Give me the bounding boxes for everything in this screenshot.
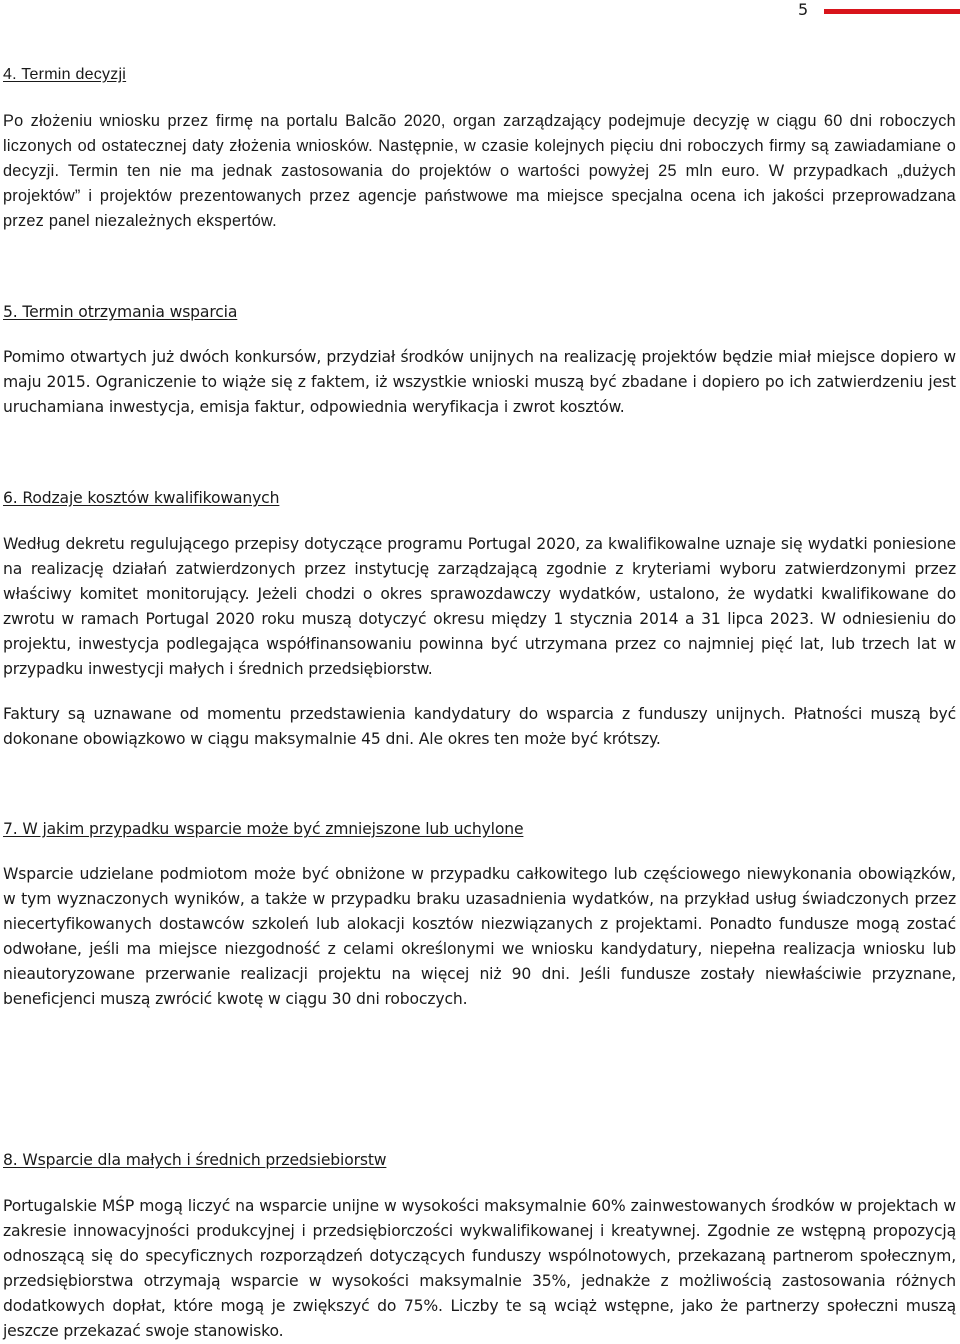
section-6-paragraph-1: Według dekretu regulującego przepisy dotyczące programu Portugal 2020, za kwalifikowalne uznaje się wydatki poniesione na realizację działań zatwierdzonych przez instytucję zarządzającą zgodnie z kryteriami wyboru zatwierdzonymi przez właściwy komitet monitorujący. Jeżeli chodzi o okres sprawozdawczy wydatków, ustalono, że wydatki kwalifikowane do zwrotu w ramach Portugal 2020 roku muszą dotyczyć okresu między 1 stycznia 2014 a 31 lipca 2023. W odniesieniu do projektu, inwestycja podlegająca współfinansowaniu powinna być utrzymana przez co najmniej pięć lat, lub trzech lat w przypadku inwestycji małych i średnich przedsiębiorstw. [3,535,956,678]
section-5-paragraph: Pomimo otwartych już dwóch konkursów, przydział środków unijnych na realizację projektów będzie miał miejsce dopiero w maju 2015. Ograniczenie to wiąże się z faktem, iż wszystkie wnioski muszą być zbadane i dopiero po ich zatwierdzeniu jest uruchamiana inwestycja, emisja faktur, odpowiednia weryfikacja i zwrot kosztów. [3,348,956,416]
page-number: 5 [798,0,809,19]
section-4-heading: 4. Termin decyzji [3,66,127,83]
section-8-heading: 8. Wsparcie dla małych i średnich przedsiebiorstw [3,1151,387,1169]
section-6-paragraph-2: Faktury są uznawane od momentu przedstawienia kandydatury do wsparcia z funduszy unijnych. Płatności muszą być dokonane obowiązkowo w ciągu maksymalnie 45 dni. Ale okres ten może być krótszy. [3,705,956,748]
section-5-heading: 5. Termin otrzymania wsparcia [3,303,238,321]
section-6-heading: 6. Rodzaje kosztów kwalifikowanych [3,489,280,507]
section-4-paragraph: Po złożeniu wniosku przez firmę na portalu Balcão 2020, organ zarządzający podejmuje decyzję w ciągu 60 dni roboczych liczonych od ostatecznej daty złożenia wniosków. Następnie, w czasie kolejnych pięciu dni roboczych firmy są zawiadamiane o decyzji. Termin ten nie ma jednak zastosowania do projektów o wartości powyżej 25 mln euro. W przypadkach „dużych projektów” i projektów prezentowanych przez agencje państwowe ma miejsce specjalna ocena ich jakości przeprowadzana przez panel niezależnych ekspertów. [3,112,956,230]
section-8-paragraph: Portugalskie MŚP mogą liczyć na wsparcie unijne w wysokości maksymalnie 60% zainwestowanych środków w projektach w zakresie innowacyjności produkcyjnej i przedsiębiorczości wykwalifikowanej i kreatywnej. Zgodnie ze wstępną propozycją odnoszącą się do specyficznych rozporządzeń dotyczących funduszy wspólnotowych, przekazaną partnerom społecznym, przedsiębiorstwa otrzymają wsparcie w wysokości maksymalnie 35%, jednakże z możliwością zastosowania różnych dodatkowych dopłat, które mogą je zwiększyć do 75%. Liczby te są wciąż wstępne, jako że partnerzy społeczni muszą jeszcze przekazać swoje stanowisko. [3,1197,956,1340]
section-7-paragraph: Wsparcie udzielane podmiotom może być obniżone w przypadku całkowitego lub częściowego niewykonania obowiązków, w tym wyznaczonych wyników, a także w przypadku braku uzasadnienia wydatków, na przykład usług świadczonych przez niecertyfikowanych dostawców szkoleń lub alokacji kosztów niezwiązanych z projektami. Ponadto fundusze mogą zostać odwołane, jeśli ma miejsce niezgodność z celami określonymi we wniosku kandydatury, niepełna realizacja wniosku lub nieautoryzowane przerwanie realizacji projektu na więcej niż 90 dni. Jeśli fundusze zostały niewłaściwie przyznane, beneficjenci muszą zwrócić kwotę w ciągu 30 dni roboczych. [3,865,956,1008]
section-7-heading: 7. W jakim przypadku wsparcie może być zmniejszone lub uchylone [3,820,524,838]
header-accent-rule [824,9,960,14]
